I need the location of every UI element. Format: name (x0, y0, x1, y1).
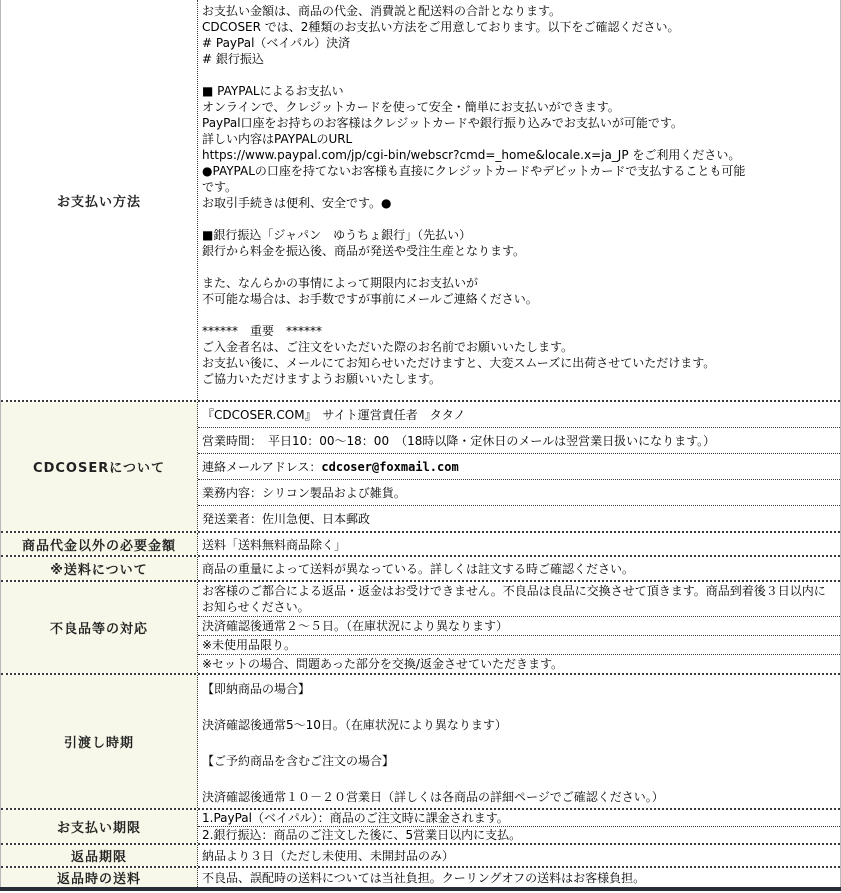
site-owner-text: 『CDCOSER.COM』 サイト運営責任者 タタノ (202, 408, 466, 422)
row-header-defective-goods: 不良品等の対応 (1, 582, 198, 673)
table-row-return-shipping (1, 866, 840, 887)
text-line: 【即納商品の場合】 (202, 682, 311, 696)
business-hours-text: 営業時間： 平日10：00～18：00 （18時以降・定休日のメールは翌営業日扱いになります。） (202, 434, 716, 448)
text-line: 不可能な場合は、お手数ですが事前にメールご連絡ください。 (202, 292, 538, 306)
text-line: ●PAYPALの口座を持てないお客様も直接にクレジットカードやデビットカードで支払することも可能 (202, 164, 746, 178)
shipping-note-text: 商品の重量によって送料が異なっている。詳しくは註文する時ご確認ください。 (202, 562, 635, 576)
text-line: https://www.paypal.com/jp/cgi-bin/webscr?cmd=_home&locale.x=ja_JP をご利用ください。 (202, 148, 741, 162)
business-content-text: 業務内容：シリコン製品および雑貨。 (202, 486, 406, 500)
text-line: PayPal口座をお持ちのお客様はクレジットカードや銀行振り込みでお支払いが可能です。 (202, 116, 683, 130)
text-line: お支払い金額は、商品の代金、消費説と配送料の合計となります。 (202, 4, 562, 18)
text-line (202, 698, 838, 716)
row-header-extra-fees: 商品代金以外の必要金額 (1, 533, 198, 555)
text-line (202, 259, 838, 275)
row-header-shipping-note: ※送料について (1, 557, 198, 580)
text-line (202, 307, 838, 323)
text-line: ■ PAYPALによるお支払い (202, 84, 344, 98)
table-row-payment-deadline (1, 808, 840, 843)
defective-goods-timing: 決済確認後通常２～５日。（在庫状況により異なります） (198, 616, 840, 635)
return-deadline-text: 納品より３日（ただし未使用、未開封品のみ） (202, 849, 455, 863)
extra-fees-content (198, 533, 840, 555)
row-header-delivery-period: 引渡し時期 (1, 675, 198, 808)
row-header-return-deadline: 返品期限 (1, 845, 198, 866)
shippers-row (198, 505, 840, 531)
defective-goods-unused-note: ※未使用品限り。 (198, 635, 840, 654)
defective-goods-content (198, 582, 840, 673)
text-line: # PayPal（ベイパル）決済 (202, 36, 351, 50)
text-line: 決済確認後通常１０－２０営業日（詳しくは各商品の詳細ページでご確認ください。） (202, 790, 664, 804)
business-hours-row (198, 427, 840, 453)
text-line: CDCOSER では、2種類のお支払い方法をご用意しております。以下をご確認ください。 (202, 20, 680, 34)
payment-method-content (198, 0, 840, 400)
text-line (202, 67, 838, 83)
business-content-row (198, 479, 840, 505)
row-header-return-shipping: 返品時の送料 (1, 868, 198, 887)
text-line: 【ご予約商品を含むご注文の場合】 (202, 754, 395, 768)
delivery-period-content (198, 675, 840, 808)
row-header-about-cdcoser: CDCOSERについて (1, 402, 198, 531)
payment-deadline-paypal: 1.PayPal（ベイパル）：商品のご注文時に課金されます。 (202, 811, 509, 825)
row-header-payment-deadline: お支払い期限 (1, 810, 198, 843)
defective-goods-policy: お客様のご都合による返品・返金はお受けできません。不良品は良品に交換させて頂きます。商品到着後３日以内にお知らせください。 (202, 584, 826, 614)
text-line: 銀行から料金を振込後、商品が発送や受注生産となります。 (202, 244, 526, 258)
text-line (202, 734, 838, 752)
text-line: ご入金者名は、ご注文をいただいた際のお名前でお願いいたします。 (202, 340, 574, 354)
shipping-note-content (198, 557, 840, 580)
table-row-payment-method (1, 0, 840, 400)
shippers-text: 発送業者：佐川急便、日本郵政 (202, 512, 371, 526)
table-row-extra-fees (1, 531, 840, 555)
text-line: お支払い後に、メールにてお知らせいただけますと、大変スムーズに出荷させていただけます。 (202, 356, 716, 370)
table-row-shipping-note (1, 555, 840, 580)
payment-deadline-bank: 2.銀行振込：商品のご注文した後に、5営業日以内に支払。 (198, 826, 840, 843)
text-line: # 銀行振込 (202, 52, 264, 66)
contact-email-address: cdcoser@foxmail.com (321, 459, 459, 474)
about-cdcoser-content (198, 402, 840, 531)
return-deadline-content (198, 845, 840, 866)
payment-deadline-content (198, 810, 840, 843)
table-row-return-deadline (1, 843, 840, 866)
text-line: ****** 重要 ****** (202, 324, 323, 338)
defective-goods-set-note: ※セットの場合、問題あった部分を交換/返金させていただきます。 (198, 654, 840, 673)
text-line: オンラインで、クレジットカードを使って安全・簡単にお支払いができます。 (202, 100, 620, 114)
text-line (202, 770, 838, 788)
extra-fees-text: 送料「送料無料商品除く」 (202, 537, 347, 552)
text-line: ご協力いただけますようお願いいたします。 (202, 372, 442, 386)
text-line: 決済確認後通常5～10日。（在庫状況により異なります） (202, 718, 507, 732)
text-line: ■銀行振込「ジャパン ゆうちょ銀行」（先払い） (202, 228, 472, 242)
site-owner-row (198, 402, 840, 427)
text-line (202, 211, 838, 227)
contact-email-row (198, 453, 840, 479)
text-line: また、なんらかの事情によって期限内にお支払いが (202, 276, 479, 290)
text-line: 詳しい内容はPAYPALのURL (202, 132, 353, 146)
text-line: お取引手続きは便利、安全です。● (202, 196, 392, 210)
return-shipping-text: 不良品、誤配時の送料については当社負担。クーリングオフの送料はお客様負担。 (202, 871, 646, 885)
table-row-delivery-period (1, 673, 840, 808)
contact-email-label: 連絡メールアドレス： (202, 460, 322, 474)
table-row-about-cdcoser (1, 400, 840, 531)
return-shipping-content (198, 868, 840, 887)
table-row-defective-goods (1, 580, 840, 673)
text-line: です。 (202, 180, 238, 194)
row-header-payment-method: お支払い方法 (1, 0, 198, 400)
